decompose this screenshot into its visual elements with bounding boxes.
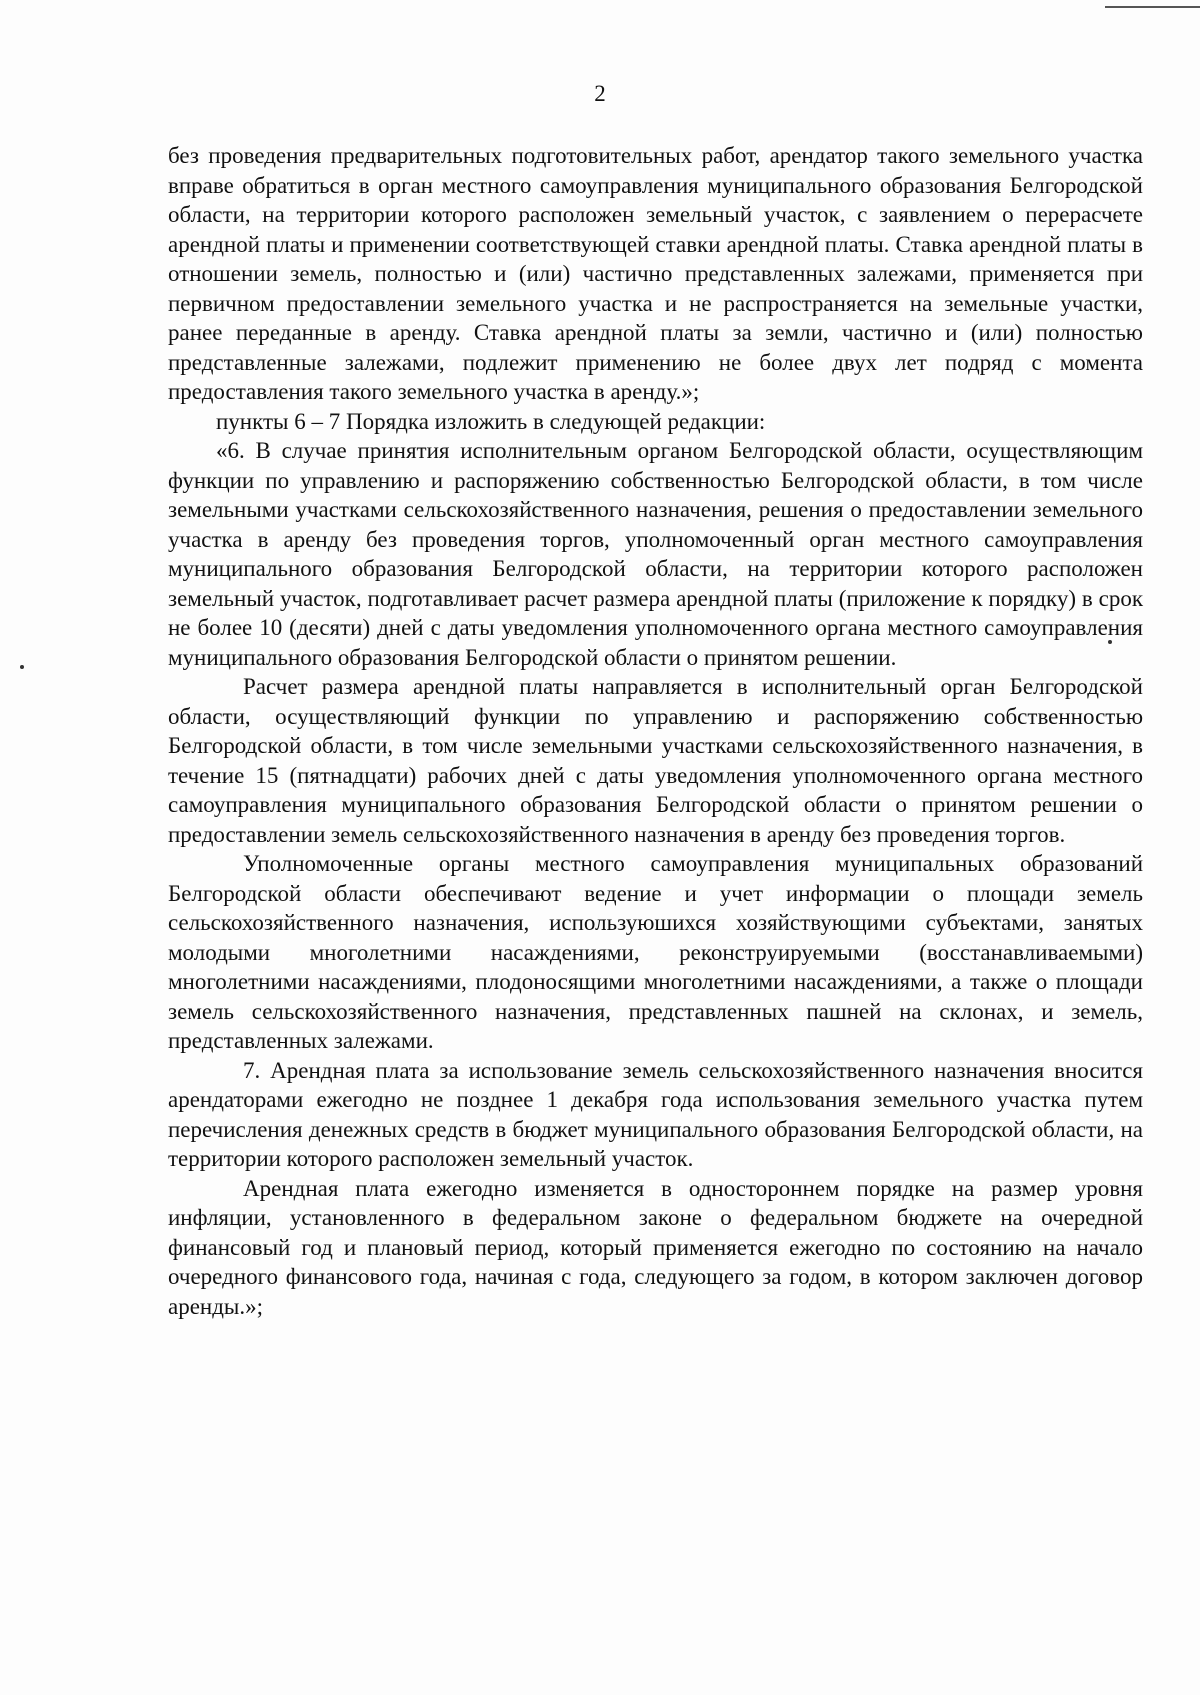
paragraph-continuation: без проведения предварительных подготовительных работ, арендатор такого земельного участка вправе обратиться в орган местного самоуправления муниципального образования Белгородской области, на территории которого расположен земельный участок, с заявлением о перерасчете арендной платы и применении соответствующей ставки арендной платы. Ставка арендной платы в отношении земель, полностью и (или) частично представленных залежами, применяется при первичном предоставлении земельного участка и не распространяется на земельные участки, ранее переданные в аренду. Ставка арендной платы за земли, частично и (или) полностью представленные залежами, подлежит применению не более двух лет подряд с момента предоставления такого земельного участка в аренду.»; <box>168 143 1143 404</box>
scan-speck <box>1108 640 1112 644</box>
scan-edge-line <box>1105 6 1200 8</box>
paragraph-authorities: Уполномоченные органы местного самоуправления муниципальных образований Белгородской области обеспечивают ведение и учет информации о площади земель сельскохозяйственного назначения, используюшихся хозяйствующими субъектами, занятых молодыми многолетними насаждениями, реконструируемыми (восстанавливаемыми) многолетними насаждениями, плодоносящими многолетними насаждениями, а также о площади земель сельскохозяйственного назначения, представленных пашней на склонах, и земель, представленных залежами. <box>168 851 1143 1053</box>
document-body <box>168 141 1143 1321</box>
paragraph-calculation: Расчет размера арендной платы направляется в исполнительный орган Белгородской области, осуществляющий функции по управлению и распоряжению собственностью Белгородской области, в том числе земельными участками сельскохозяйственного назначения, в течение 15 (пятнадцати) рабочих дней с даты уведомления уполномоченного органа местного самоуправления муниципального образования Белгородской области о принятом решении о предоставлении земель сельскохозяйственного назначения в аренду без проведения торгов. <box>168 674 1143 847</box>
paragraph-inflation: Арендная плата ежегодно изменяется в одностороннем порядке на размер уровня инфляции, установленного в федеральном законе о федеральном бюджете на очередной финансовый год и плановый период, который применяется ежегодно по состоянию на начало очередного финансового года, начиная с года, следующего за годом, в котором заключен договор аренды.»; <box>168 1175 1143 1319</box>
page-number: 2 <box>594 81 606 106</box>
paragraph-clause-6: «6. В случае принятия исполнительным органом Белгородской области, осуществляющим функции по управлению и распоряжению собственностью Белгородской области, в том числе земельными участками сельскохозяйственного назначения, решения о предоставлении земельного участка в аренду без проведения торгов, уполномоченный орган местного самоуправления муниципального образования Белгородской области, на территории которого расположен земельный участок, подготавливает расчет размера арендной платы (приложение к порядку) в срок не более 10 (десяти) дней с даты уведомления уполномоченного органа местного самоуправления муниципального образования Белгородской области о принятом решении. <box>168 438 1143 670</box>
scan-speck <box>20 665 24 669</box>
paragraph-clause-7: 7. Арендная плата за использование земель сельскохозяйственного назначения вносится арендаторами ежегодно не позднее 1 декабря года использования земельного участка путем перечисления денежных средств в бюджет муниципального образования Белгородской области, на территории которого расположен земельный участок. <box>168 1057 1143 1171</box>
paragraph-amendment-intro: пункты 6 – 7 Порядка изложить в следующей редакции: <box>216 408 766 434</box>
